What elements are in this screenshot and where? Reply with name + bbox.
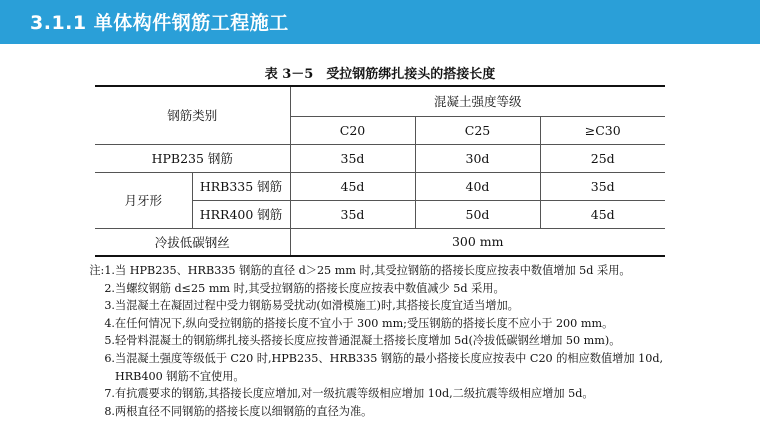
note-item [88, 350, 663, 368]
note-item [88, 280, 663, 298]
value-cell: 300 mm [290, 228, 665, 256]
row-label-hrr400: HRR400 钢筋 [192, 200, 290, 228]
value-cell: 35d [290, 144, 415, 172]
grade-c30: ≥C30 [540, 116, 665, 144]
note-text: 当混凝土在凝固过程中受力钢筋易受扰动(如滑模施工)时,其搭接长度宜适当增加。 [115, 299, 519, 313]
note-item [88, 315, 663, 333]
table-notes [88, 262, 663, 420]
table-row [95, 228, 665, 256]
value-cell: 35d [540, 172, 665, 200]
note-number: 7. [104, 387, 115, 401]
value-cell: 35d [290, 200, 415, 228]
note-item [88, 403, 663, 421]
lap-length-table [95, 85, 665, 257]
note-text: 有抗震要求的钢筋,其搭接长度应增加,对一级抗震等级相应增加 10d,二级抗震等级相应增加 5d。 [115, 387, 594, 401]
note-number: 6. [104, 351, 115, 365]
table-caption: 表 3－5 受拉钢筋绑扎接头的搭接长度 [264, 67, 496, 82]
value-cell: 40d [415, 172, 540, 200]
value-cell: 25d [540, 144, 665, 172]
value-cell: 45d [290, 172, 415, 200]
note-number: 8. [104, 404, 115, 418]
note-item [88, 262, 663, 280]
value-cell: 30d [415, 144, 540, 172]
note-text: 在任何情况下,纵向受拉钢筋的搭接长度不宜小于 300 mm;受压钢筋的搭接长度不应小于 200 mm。 [115, 316, 614, 330]
note-text: 当螺纹钢筋 d≤25 mm 时,其受拉钢筋的搭接长度应按表中数值减少 5d 采用。 [115, 281, 505, 295]
title-banner [0, 0, 760, 44]
value-cell: 50d [415, 200, 540, 228]
note-number: 1. [104, 264, 115, 277]
grade-c25: C25 [415, 116, 540, 144]
table-header-row [95, 86, 665, 116]
note-number: 2. [104, 281, 115, 295]
value-cell: 45d [540, 200, 665, 228]
note-continuation: HRB400 钢筋不宜使用。 [115, 369, 245, 383]
note-text: 当混凝土强度等级低于 C20 时,HPB235、HRB335 钢筋的最小搭接长度应按表中 C20 的相应数值增加 10d, [115, 351, 664, 365]
note-number: 4. [104, 316, 115, 330]
notes-prefix: 注: [89, 264, 105, 277]
header-concrete-grade: 混凝土强度等级 [290, 86, 665, 116]
note-number: 3. [104, 299, 115, 313]
note-number: 5. [104, 334, 115, 348]
table-row [95, 144, 665, 172]
slide-title: 3.1.1 单体构件钢筋工程施工 [30, 12, 289, 34]
note-item [88, 332, 663, 350]
note-text: 当 HPB235、HRB335 钢筋的直径 d＞25 mm 时,其受拉钢筋的搭接长度应按表中数值增加 5d 采用。 [115, 264, 631, 277]
row-label-hrb335: HRB335 钢筋 [192, 172, 290, 200]
row-label-hpb235: HPB235 钢筋 [95, 144, 290, 172]
note-text: 轻骨料混凝土的钢筋绑扎接头搭接长度应按普通混凝土搭接长度增加 5d(冷拔低碳钢丝增加 50 mm)。 [115, 334, 621, 348]
row-label-cold-drawn-wire: 冷拔低碳钢丝 [95, 228, 290, 256]
row-group-label-crescent: 月牙形 [95, 172, 192, 228]
table-row [95, 172, 665, 200]
grade-c20: C20 [290, 116, 415, 144]
note-item [88, 385, 663, 403]
note-text: 两根直径不同钢筋的搭接长度以细钢筋的直径为准。 [115, 404, 373, 418]
note-item [88, 297, 663, 315]
header-rebar-type: 钢筋类别 [95, 86, 290, 144]
